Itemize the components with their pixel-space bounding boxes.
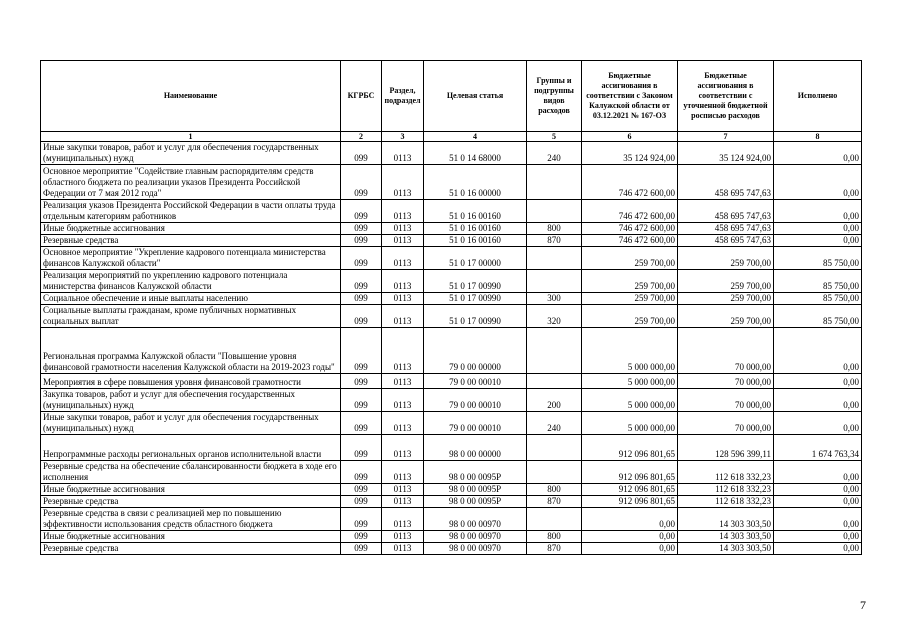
cell-refined-amount: 35 124 924,00 [678, 142, 774, 165]
cell-razdel: 0113 [382, 508, 424, 531]
cell-name: Региональная программа Калужской области "Повышение уровня финансовой грамотности населения Калужской области на 2019-2023 годы" [41, 328, 341, 374]
cell-kgrbs: 099 [341, 200, 382, 223]
cell-name: Резервные средства [41, 496, 341, 508]
cell-executed-amount: 0,00 [774, 165, 862, 200]
table-row [41, 235, 862, 247]
cell-law-amount: 0,00 [582, 508, 678, 531]
cell-law-amount: 746 472 600,00 [582, 200, 678, 223]
cell-target: 98 0 00 00970 [424, 531, 527, 543]
header-name: Наименование [41, 61, 341, 132]
header-done: Исполнено [774, 61, 862, 132]
cell-kgrbs: 099 [341, 508, 382, 531]
table-row [41, 461, 862, 484]
cell-razdel: 0113 [382, 305, 424, 328]
header-row [41, 61, 862, 132]
cell-target: 51 0 17 00990 [424, 305, 527, 328]
table-row [41, 412, 862, 435]
cell-law-amount: 259 700,00 [582, 247, 678, 270]
cell-executed-amount: 0,00 [774, 142, 862, 165]
cell-refined-amount: 14 303 303,50 [678, 543, 774, 555]
cell-target: 98 0 00 0095Р [424, 496, 527, 508]
cell-vid [527, 508, 582, 531]
cell-razdel: 0113 [382, 496, 424, 508]
cell-vid [527, 270, 582, 293]
cell-vid: 240 [527, 412, 582, 435]
cell-razdel: 0113 [382, 531, 424, 543]
cell-law-amount: 912 096 801,65 [582, 496, 678, 508]
cell-executed-amount: 85 750,00 [774, 270, 862, 293]
cell-razdel: 0113 [382, 461, 424, 484]
cell-kgrbs: 099 [341, 328, 382, 374]
cell-name: Закупка товаров, работ и услуг для обеспечения государственных (муниципальных) нужд [41, 389, 341, 412]
cell-target: 98 0 00 0095Р [424, 484, 527, 496]
cell-vid [527, 328, 582, 374]
col-number: 2 [341, 132, 382, 142]
cell-law-amount: 746 472 600,00 [582, 165, 678, 200]
cell-razdel: 0113 [382, 165, 424, 200]
cell-kgrbs: 099 [341, 247, 382, 270]
cell-law-amount: 5 000 000,00 [582, 389, 678, 412]
header-vid: Группы и подгруппы видов расходов [527, 61, 582, 132]
cell-target: 51 0 14 68000 [424, 142, 527, 165]
cell-executed-amount: 0,00 [774, 235, 862, 247]
cell-executed-amount: 0,00 [774, 374, 862, 389]
cell-vid: 320 [527, 305, 582, 328]
cell-razdel: 0113 [382, 374, 424, 389]
cell-razdel: 0113 [382, 412, 424, 435]
cell-vid [527, 435, 582, 461]
cell-executed-amount: 0,00 [774, 484, 862, 496]
table-row [41, 543, 862, 555]
cell-name: Резервные средства на обеспечение сбалансированности бюджета в ходе его исполнения [41, 461, 341, 484]
cell-kgrbs: 099 [341, 374, 382, 389]
cell-kgrbs: 099 [341, 389, 382, 412]
cell-refined-amount: 458 695 747,63 [678, 200, 774, 223]
cell-refined-amount: 259 700,00 [678, 270, 774, 293]
cell-name: Резервные средства [41, 235, 341, 247]
cell-razdel: 0113 [382, 293, 424, 305]
cell-executed-amount: 85 750,00 [774, 247, 862, 270]
table-row [41, 374, 862, 389]
cell-law-amount: 5 000 000,00 [582, 374, 678, 389]
cell-target: 79 0 00 00010 [424, 374, 527, 389]
cell-kgrbs: 099 [341, 531, 382, 543]
cell-refined-amount: 14 303 303,50 [678, 508, 774, 531]
cell-razdel: 0113 [382, 389, 424, 412]
header-target: Целевая статья [424, 61, 527, 132]
col-number: 5 [527, 132, 582, 142]
cell-vid: 800 [527, 531, 582, 543]
cell-vid: 200 [527, 389, 582, 412]
cell-kgrbs: 099 [341, 165, 382, 200]
cell-kgrbs: 099 [341, 305, 382, 328]
cell-razdel: 0113 [382, 223, 424, 235]
cell-refined-amount: 112 618 332,23 [678, 496, 774, 508]
page-number: 7 [860, 598, 866, 612]
cell-kgrbs: 099 [341, 293, 382, 305]
cell-executed-amount: 0,00 [774, 389, 862, 412]
table-row [41, 305, 862, 328]
cell-law-amount: 0,00 [582, 531, 678, 543]
cell-refined-amount: 112 618 332,23 [678, 461, 774, 484]
cell-target: 51 0 17 00990 [424, 270, 527, 293]
cell-refined-amount: 259 700,00 [678, 293, 774, 305]
cell-target: 51 0 16 00160 [424, 223, 527, 235]
budget-table [40, 60, 862, 555]
cell-target: 51 0 16 00160 [424, 235, 527, 247]
cell-refined-amount: 14 303 303,50 [678, 531, 774, 543]
table-row [41, 200, 862, 223]
col-number: 6 [582, 132, 678, 142]
cell-vid [527, 374, 582, 389]
cell-law-amount: 259 700,00 [582, 305, 678, 328]
cell-executed-amount: 85 750,00 [774, 293, 862, 305]
table-row [41, 247, 862, 270]
cell-name: Резервные средства в связи с реализацией мер по повышению эффективности использования средств областного бюджета [41, 508, 341, 531]
cell-refined-amount: 112 618 332,23 [678, 484, 774, 496]
cell-vid [527, 247, 582, 270]
cell-executed-amount: 0,00 [774, 461, 862, 484]
cell-executed-amount: 0,00 [774, 200, 862, 223]
cell-razdel: 0113 [382, 484, 424, 496]
cell-refined-amount: 70 000,00 [678, 412, 774, 435]
cell-name: Иные закупки товаров, работ и услуг для обеспечения государственных (муниципальных) нужд [41, 412, 341, 435]
cell-kgrbs: 099 [341, 496, 382, 508]
cell-target: 98 0 00 00000 [424, 435, 527, 461]
cell-target: 98 0 00 0095Р [424, 461, 527, 484]
cell-target: 98 0 00 00970 [424, 543, 527, 555]
table-row [41, 165, 862, 200]
cell-target: 51 0 16 00160 [424, 200, 527, 223]
cell-razdel: 0113 [382, 435, 424, 461]
cell-law-amount: 746 472 600,00 [582, 235, 678, 247]
cell-name: Непрограммные расходы региональных органов исполнительной власти [41, 435, 341, 461]
cell-name: Мероприятия в сфере повышения уровня финансовой грамотности [41, 374, 341, 389]
cell-kgrbs: 099 [341, 270, 382, 293]
cell-refined-amount: 458 695 747,63 [678, 223, 774, 235]
cell-executed-amount: 0,00 [774, 508, 862, 531]
cell-law-amount: 912 096 801,65 [582, 435, 678, 461]
cell-razdel: 0113 [382, 543, 424, 555]
cell-target: 79 0 00 00010 [424, 389, 527, 412]
cell-target: 51 0 16 00000 [424, 165, 527, 200]
table-row [41, 496, 862, 508]
cell-vid [527, 461, 582, 484]
cell-executed-amount: 0,00 [774, 223, 862, 235]
col-number: 3 [382, 132, 424, 142]
table-row [41, 328, 862, 374]
cell-razdel: 0113 [382, 328, 424, 374]
cell-razdel: 0113 [382, 235, 424, 247]
cell-vid: 800 [527, 223, 582, 235]
cell-kgrbs: 099 [341, 235, 382, 247]
cell-name: Иные бюджетные ассигнования [41, 484, 341, 496]
cell-refined-amount: 70 000,00 [678, 374, 774, 389]
cell-kgrbs: 099 [341, 223, 382, 235]
cell-kgrbs: 099 [341, 435, 382, 461]
cell-refined-amount: 259 700,00 [678, 305, 774, 328]
cell-name: Основное мероприятие "Укрепление кадрового потенциала министерства финансов Калужской области" [41, 247, 341, 270]
cell-name: Реализация мероприятий по укреплению кадрового потенциала министерства финансов Калужской области [41, 270, 341, 293]
cell-law-amount: 5 000 000,00 [582, 328, 678, 374]
table-row [41, 531, 862, 543]
table-row [41, 389, 862, 412]
col-number: 4 [424, 132, 527, 142]
cell-law-amount: 5 000 000,00 [582, 412, 678, 435]
cell-refined-amount: 70 000,00 [678, 389, 774, 412]
cell-name: Иные бюджетные ассигнования [41, 223, 341, 235]
cell-law-amount: 912 096 801,65 [582, 484, 678, 496]
cell-executed-amount: 0,00 [774, 496, 862, 508]
cell-target: 98 0 00 00970 [424, 508, 527, 531]
cell-executed-amount: 1 674 763,34 [774, 435, 862, 461]
cell-vid: 870 [527, 543, 582, 555]
cell-kgrbs: 099 [341, 484, 382, 496]
table-row [41, 484, 862, 496]
cell-vid [527, 200, 582, 223]
cell-law-amount: 259 700,00 [582, 293, 678, 305]
cell-name: Резервные средства [41, 543, 341, 555]
cell-name: Социальные выплаты гражданам, кроме публичных нормативных социальных выплат [41, 305, 341, 328]
cell-kgrbs: 099 [341, 461, 382, 484]
col-number: 7 [678, 132, 774, 142]
cell-vid [527, 165, 582, 200]
cell-kgrbs: 099 [341, 412, 382, 435]
cell-razdel: 0113 [382, 200, 424, 223]
header-law: Бюджетные ассигнования в соответствии с Законом Калужской области от 03.12.2021 № 167-ОЗ [582, 61, 678, 132]
col-number: 1 [41, 132, 341, 142]
cell-law-amount: 912 096 801,65 [582, 461, 678, 484]
cell-refined-amount: 458 695 747,63 [678, 235, 774, 247]
cell-target: 79 0 00 00000 [424, 328, 527, 374]
cell-name: Иные закупки товаров, работ и услуг для обеспечения государственных (муниципальных) нужд [41, 142, 341, 165]
cell-executed-amount: 0,00 [774, 543, 862, 555]
cell-vid: 870 [527, 496, 582, 508]
cell-vid: 870 [527, 235, 582, 247]
cell-vid: 300 [527, 293, 582, 305]
table-row [41, 223, 862, 235]
cell-target: 51 0 17 00000 [424, 247, 527, 270]
cell-law-amount: 746 472 600,00 [582, 223, 678, 235]
cell-name: Реализация указов Президента Российской Федерации в части оплаты труда отдельным категориям работников [41, 200, 341, 223]
table-row [41, 508, 862, 531]
header-razdel: Раздел, подраздел [382, 61, 424, 132]
cell-name: Иные бюджетные ассигнования [41, 531, 341, 543]
cell-law-amount: 259 700,00 [582, 270, 678, 293]
cell-target: 79 0 00 00010 [424, 412, 527, 435]
cell-vid: 800 [527, 484, 582, 496]
table-row [41, 435, 862, 461]
table-row [41, 270, 862, 293]
cell-law-amount: 0,00 [582, 543, 678, 555]
cell-refined-amount: 259 700,00 [678, 247, 774, 270]
cell-razdel: 0113 [382, 270, 424, 293]
cell-razdel: 0113 [382, 247, 424, 270]
column-number-row [41, 132, 862, 142]
cell-kgrbs: 099 [341, 543, 382, 555]
cell-law-amount: 35 124 924,00 [582, 142, 678, 165]
cell-razdel: 0113 [382, 142, 424, 165]
table-body [41, 142, 862, 555]
cell-name: Основное мероприятие "Содействие главным распорядителям средств областного бюджета по реализации указов Президента Российской Федерации от 7 мая 2012 года" [41, 165, 341, 200]
cell-vid: 240 [527, 142, 582, 165]
header-kgrbs: КГРБС [341, 61, 382, 132]
cell-target: 51 0 17 00990 [424, 293, 527, 305]
header-refined: Бюджетные ассигнования в соответствии с уточненной бюджетной росписью расходов [678, 61, 774, 132]
cell-executed-amount: 0,00 [774, 531, 862, 543]
table-row [41, 142, 862, 165]
cell-kgrbs: 099 [341, 142, 382, 165]
cell-executed-amount: 0,00 [774, 412, 862, 435]
cell-refined-amount: 70 000,00 [678, 328, 774, 374]
table-row [41, 293, 862, 305]
col-number: 8 [774, 132, 862, 142]
cell-executed-amount: 85 750,00 [774, 305, 862, 328]
cell-name: Социальное обеспечение и иные выплаты населению [41, 293, 341, 305]
cell-executed-amount: 0,00 [774, 328, 862, 374]
cell-refined-amount: 128 596 399,11 [678, 435, 774, 461]
cell-refined-amount: 458 695 747,63 [678, 165, 774, 200]
